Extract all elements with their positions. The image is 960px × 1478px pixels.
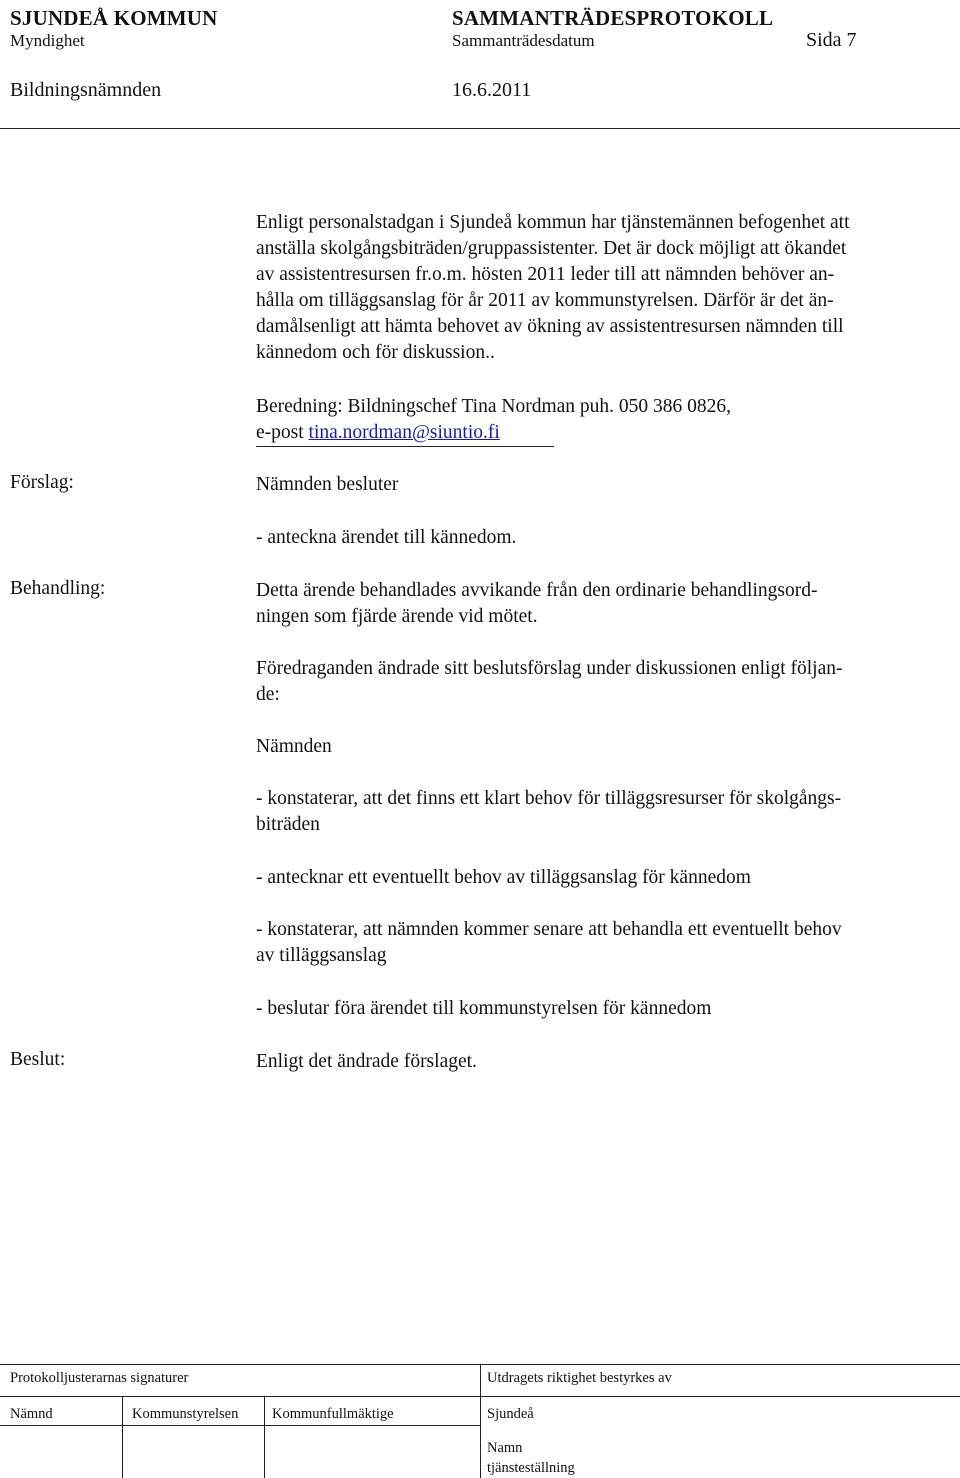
signatures-label: Protokolljusterarnas signaturer — [10, 1370, 189, 1386]
text-line: Föredraganden ändrade sitt beslutsförslag under diskussionen enligt följan- — [256, 658, 843, 679]
proposal-item: - anteckna ärendet till kännedom. — [256, 527, 517, 548]
text-line: Detta ärende behandlades avvikande från den ordinarie behandlingsord- — [256, 580, 818, 601]
signature-column-divider — [264, 1396, 265, 1478]
certification-place: Sjundeå — [487, 1406, 534, 1422]
text-line: ningen som fjärde ärende vid mötet. — [256, 606, 538, 627]
board-heading: Nämnden — [256, 736, 332, 757]
meeting-date-label: Sammanträdesdatum — [452, 31, 595, 50]
decision-label: Beslut: — [10, 1049, 66, 1070]
text-line: - antecknar ett eventuellt behov av tilläggsanslag för kännedom — [256, 867, 751, 888]
text-line: biträden — [256, 814, 320, 835]
email-underline — [256, 446, 554, 447]
presenter-text — [256, 656, 946, 708]
authority-name: Bildningsnämnden — [10, 79, 162, 101]
signature-column-council: Kommunfullmäktige — [272, 1406, 394, 1422]
intro-paragraph — [256, 210, 946, 366]
certified-label: Utdragets riktighet bestyrkes av — [487, 1370, 672, 1386]
authority-label: Myndighet — [10, 31, 85, 50]
decision-point — [256, 786, 946, 838]
proposal-label: Förslag: — [10, 472, 74, 493]
decision-point — [256, 865, 946, 891]
email-line — [256, 420, 946, 446]
organization-name: SJUNDEÅ KOMMUN — [10, 6, 218, 30]
text-line: - konstaterar, att nämnden kommer senare att behandla ett eventuellt behov — [256, 919, 842, 940]
text-line: - beslutar föra ärendet till kommunstyrelsen för kännedom — [256, 998, 712, 1019]
proposal-text: Nämnden besluter — [256, 474, 399, 495]
preparation-info — [256, 394, 946, 446]
decision-point — [256, 917, 946, 969]
text-line: hålla om tilläggsanslag för år 2011 av kommunstyrelsen. Därför är det än- — [256, 290, 834, 311]
certifier-name-label: Namn — [487, 1440, 523, 1456]
text-line: anställa skolgångsbiträden/gruppassistenter. Det är dock möjligt att ökandet — [256, 238, 847, 259]
document-type: SAMMANTRÄDESPROTOKOLL — [452, 6, 774, 30]
text-line: de: — [256, 684, 280, 705]
signature-column-divider — [122, 1396, 123, 1478]
certifier-position-label: tjänsteställning — [487, 1460, 575, 1476]
handling-text — [256, 578, 946, 630]
text-line: damålsenligt att hämta behovet av ökning av assistentresursen nämnden till — [256, 316, 844, 337]
page-number: Sida 7 — [806, 29, 857, 51]
text-line: kännedom och för diskussion.. — [256, 342, 495, 363]
text-line: av tilläggsanslag — [256, 945, 387, 966]
signature-column-executive: Kommunstyrelsen — [132, 1406, 239, 1422]
signature-column-board: Nämnd — [10, 1406, 53, 1422]
email-link[interactable]: tina.nordman@siuntio.fi — [308, 422, 500, 443]
text-line: - konstaterar, att det finns ett klart behov för tilläggsresurser för skolgångs- — [256, 788, 842, 809]
decision-text: Enligt det ändrade förslaget. — [256, 1051, 477, 1072]
footer-mid-rule — [0, 1396, 960, 1397]
text-line: Enligt personalstadgan i Sjundeå kommun har tjänstemännen befogenhet att — [256, 212, 850, 233]
preparation-line: Beredning: Bildningschef Tina Nordman puh. 050 386 0826, — [256, 396, 732, 417]
footer-center-divider — [480, 1364, 481, 1478]
decision-point — [256, 996, 946, 1022]
meeting-date: 16.6.2011 — [452, 79, 532, 101]
email-prefix: e-post — [256, 422, 309, 443]
handling-label: Behandling: — [10, 578, 106, 599]
header-divider — [0, 128, 960, 129]
signature-row-rule — [0, 1425, 480, 1426]
text-line: av assistentresursen fr.o.m. hösten 2011 leder till att nämnden behöver an- — [256, 264, 835, 285]
